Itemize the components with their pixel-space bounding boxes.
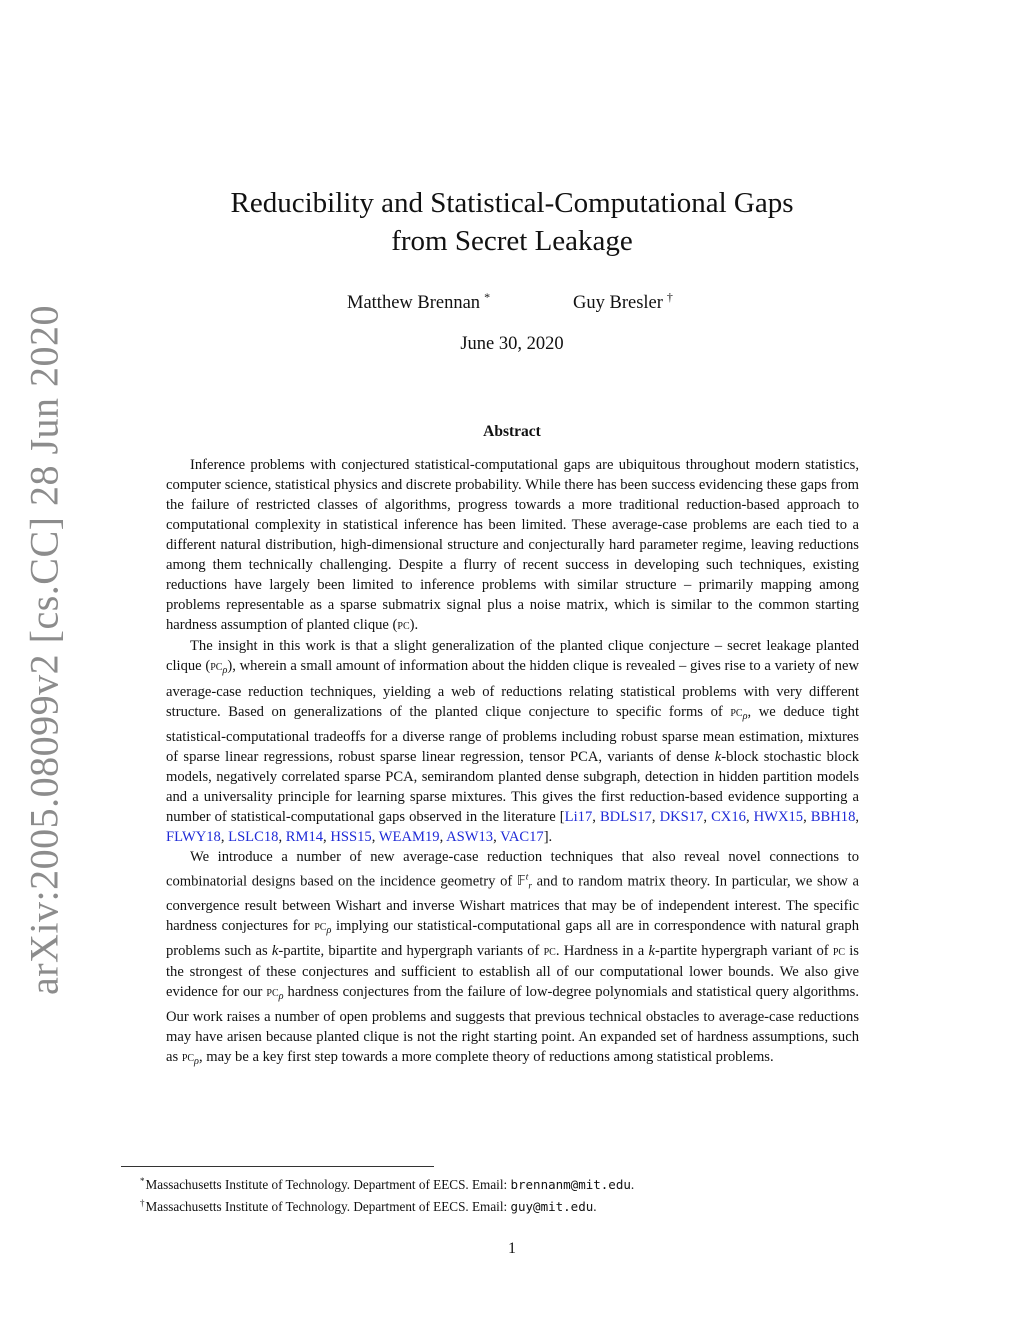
- abstract-paragraph-2: The insight in this work is that a slight generalization of the planted clique conjecture – secret leakage planted clique $(pc_\rho)$, wherein a small amount of information about the hidden clique is revealed – gives rise to a variety of new average-case reduction techniques, yielding a web of reductions relating statistical problems with very different structure. Based on generalizations of the planted clique conjecture to specific forms of $pc_\rho$, we deduce tight statistical-computational tradeoffs for a diverse range of problems including robust sparse mean estimation, mixtures of sparse linear regressions, robust sparse linear regression, tensor PCA, variants of dense k-block stochastic block models, negatively correlated sparse PCA, semirandom planted dense subgraph, detection in hidden partition models and a universality principle for learning sparse mixtures. This gives the first reduction-based evidence supporting a number of statistical-computational gaps observed in the literature [Li17, BDLS17, DKS17, CX16, HWX15, BBH18, FLWY18, LSLC18, RM14, HSS15, WEAM19, ASW13, VAC17].: [166, 638, 860, 845]
- title-line-1: Reducibility and Statistical-Computational Gaps: [230, 187, 794, 219]
- citation-link[interactable]: VAC17: [500, 828, 544, 845]
- pc-symbol: pc: [543, 944, 556, 960]
- pc-symbol: pc: [210, 659, 223, 675]
- finite-field-symbol: 𝔽$^t_r$: [516, 871, 532, 891]
- footnotes: [140, 1172, 840, 1216]
- rho-subscript: ρ: [278, 991, 284, 1003]
- rho-subscript: ρ: [222, 665, 228, 677]
- math-k: k: [648, 943, 655, 960]
- footnote-2: †Massachusetts Institute of Technology. Department of EECS. Email: guy@mit.edu.: [140, 1198, 597, 1214]
- citation-link[interactable]: FLWY18: [166, 828, 221, 845]
- citation-link[interactable]: BBH18: [810, 808, 856, 825]
- author-name: Guy Bresler: [573, 293, 663, 313]
- citation-link[interactable]: BDLS17: [599, 808, 652, 825]
- pc-symbol: pc: [181, 1050, 195, 1066]
- footnote-mark[interactable]: *: [484, 290, 491, 304]
- citation-link[interactable]: DKS17: [659, 808, 704, 825]
- abstract-body: [166, 455, 859, 1072]
- footnote-divider: [121, 1166, 434, 1167]
- author-list: [0, 290, 1024, 318]
- email-link[interactable]: brennanm@mit.edu: [510, 1177, 631, 1192]
- email-link[interactable]: guy@mit.edu: [510, 1199, 594, 1214]
- page-number: 1: [508, 1240, 516, 1257]
- citation-link[interactable]: ASW13: [446, 828, 494, 845]
- author-1: [347, 290, 490, 314]
- abstract-paragraph-3: We introduce a number of new average-case reduction techniques that also reveal novel connections to combinatorial designs based on the incidence geometry of 𝔽$^t_r$ and to random matrix theory. In particular, we show a convergence result between Wishart and inverse Wishart matrices that may be of independent interest. The specific hardness conjectures for $pc_\rho$ implying our statistical-computational gaps all are in correspondence with natural graph problems such as k-partite, bipartite and hypergraph variants of pc. Hardness in a k-partite hypergraph variant of pc is the strongest of these conjectures and sufficient to establish all of our computational lower bounds. We also give evidence for our $pc_\rho$ hardness conjectures from the failure of low-degree polynomials and statistical query algorithms. Our work raises a number of open problems and suggests that previous technical obstacles to average-case reductions may have arisen because planted clique is not the right starting point. An expanded set of hardness assumptions, such as $pc_\rho$, may be a key first step towards a more complete theory of reductions among statistical problems.: [166, 848, 859, 1068]
- author-2: [573, 290, 673, 314]
- math-k: k: [271, 943, 279, 960]
- citation-link[interactable]: RM14: [285, 828, 324, 845]
- footnote-mark[interactable]: †: [666, 290, 673, 304]
- citation-link[interactable]: HWX15: [753, 808, 804, 825]
- abstract-heading: Abstract: [483, 423, 541, 440]
- citation-link[interactable]: HSS15: [330, 828, 372, 845]
- arxiv-identifier-stamp: arXiv:2005.08099v2 [cs.CC] 28 Jun 2020: [21, 304, 67, 996]
- title-line-2: from Secret Leakage: [391, 225, 633, 257]
- citation-link[interactable]: WEAM19: [378, 828, 440, 845]
- pc-symbol: pc: [832, 944, 846, 960]
- rho-subscript: ρ: [194, 1056, 199, 1068]
- author-name: Matthew Brennan: [347, 293, 481, 313]
- citation-link[interactable]: LSLC18: [228, 828, 279, 845]
- pc-symbol: pc: [314, 919, 327, 935]
- citation-link[interactable]: CX16: [711, 808, 746, 825]
- math-k: k: [714, 748, 722, 765]
- publication-date: June 30, 2020: [460, 334, 564, 354]
- rho-subscript: ρ: [326, 925, 332, 937]
- paper-title: [0, 184, 1024, 260]
- abstract-paragraph-1: Inference problems with conjectured statistical-computational gaps are ubiquitous throughout modern statistics, computer science, statistical physics and discrete probability. While there has been success evidencing these gaps from the failure of restricted classes of algorithms, progress towards a more traditional reduction-based approach to computational complexity in statistical inference has been limited. These average-case problems are each tied to a different natural distribution, high-dimensional structure and conjecturally hard parameter regime, leaving reductions among them technically challenging. Despite a flurry of recent success in developing such techniques, existing reductions have largely been limited to inference problems with similar structure – primarily mapping among problems representable as a sparse submatrix signal plus a noise matrix, which is similar to the common starting hardness assumption of planted clique (pc).: [166, 457, 859, 634]
- footnote-1: *Massachusetts Institute of Technology. Department of EECS. Email: brennanm@mit.edu.: [140, 1176, 635, 1192]
- pc-symbol: pc: [730, 704, 743, 720]
- rho-subscript: ρ: [742, 710, 748, 722]
- citation-link[interactable]: Li17: [564, 808, 593, 825]
- pc-symbol: pc: [397, 618, 410, 634]
- pc-symbol: pc: [266, 985, 279, 1001]
